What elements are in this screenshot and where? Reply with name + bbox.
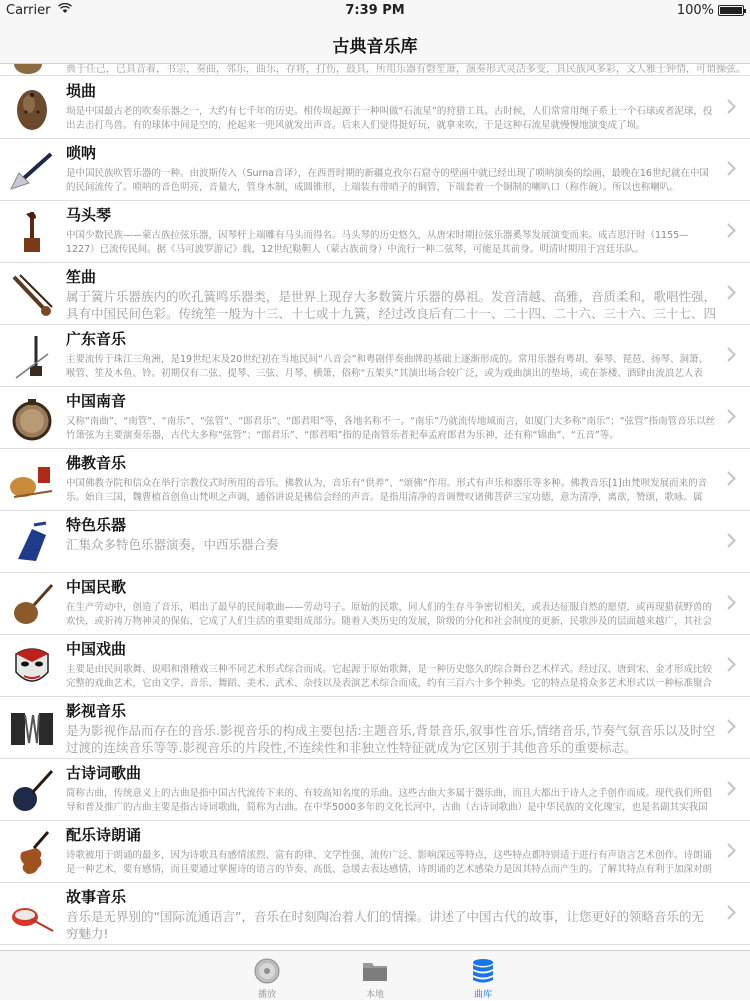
list-item-title: 佛教音乐 xyxy=(66,454,127,472)
status-bar xyxy=(0,0,750,20)
list-item[interactable] xyxy=(0,325,750,387)
list-item-title: 广东音乐 xyxy=(66,330,127,348)
list-item-description: 中国少数民族——蒙古族拉弦乐器，因琴杆上端雕有马头而得名。马头琴的历史悠久，从唐宋时期拉弦乐器奚琴发展演变而来。成吉思汗时（1155—1227）已流传民间。据《马可波罗游记》载，12世纪鞑靼人（蒙古族前身）中流行一种二弦琴，可能是其前身。明清时期用于宫廷乐队。 xyxy=(66,230,689,255)
list-item-description: 主要流传于珠江三角洲，是19世纪末及20世纪初在当地民间“八音会”和粤剧伴奏曲牌的基础上逐渐形成的。常用乐器有粤胡、秦琴、琵琶、扬琴、洞箫、喉管、笙及木鱼、铃。初期仅有二弦、提琴、三弦、月琴、横箫，俗称“五架头”其演出场合较广泛，或为戏曲演出的垫场，或在茶楼、酒肆由流浪艺人表 xyxy=(66,354,709,379)
list-item-description: 主要是由民间歌舞、说唱和滑稽戏三种不同艺术形式综合而成。它起源于原始歌舞，是一种历史悠久的综合舞台艺术样式。经过汉、唐到宋、金才形成比较完整的戏曲艺术，它由文学、音乐、舞蹈、美术、武术、杂技以及表演艺术综合而成，约有三百六十多个种类。它的特点是将众多艺术形式以一种标准聚合 xyxy=(66,664,713,689)
list-item-title: 笙曲 xyxy=(66,268,97,286)
list-item-description: 是为影视作品而存在的音乐.影视音乐的构成主要包括:主题音乐,背景音乐,叙事性音乐,情绪音乐,节奏气氛音乐以及时空过渡的连续音乐等等.影视音乐的片段性,不连续性和非独立性特征就成为它区别于其他音乐的重要标志。 xyxy=(66,723,716,755)
list-item-title: 中国戏曲 xyxy=(66,640,127,658)
list-item-title: 配乐诗朗诵 xyxy=(66,826,142,844)
chevron-right-icon xyxy=(727,843,736,863)
list-item-description: 埙是中国最古老的吹奏乐器之一，大约有七千年的历史。相传埙起源于一种叫做“石流星”的狩猎工具。古时候，人们常常用绳子系上一个石球或者泥球，投出去击打鸟兽。有的球体中间是空的，抡起来一兜风就发出声音。后来人们觉得挺好玩，就拿来吹，于是这种石流星就慢慢地演变成了埙。 xyxy=(66,106,713,131)
list-item-description: 属于簧片乐器族内的吹孔簧鸣乐器类，是世界上现存大多数簧片乐器的鼻祖。发音清越、高雅，音质柔和，歌唱性强，具有中国民间色彩。传统笙一般为十三、十七或十九簧，经过改良后有二十一、二十四、二十六、三十六、三十七、四 xyxy=(66,289,716,321)
chevron-right-icon xyxy=(727,471,736,491)
chevron-right-icon xyxy=(727,99,736,119)
sheng-icon xyxy=(8,271,56,319)
erhu-icon xyxy=(8,333,56,381)
list-item-description: 在生产劳动中，创造了音乐，唱出了最早的民间歌曲——劳动号子。原始的民歌，同人们的生存斗争密切相关，或表达征服自然的愿望，或再现猎获野兽的欢快，或祈祷万物神灵的保佑，它成了人们生活的重要组成部分。随着人类历史的发展，阶级的分化和社会制度的更新，民歌涉及的层面越来越广，其社会 xyxy=(66,602,713,627)
special-instrument-icon xyxy=(8,519,56,567)
instrument-icon xyxy=(14,64,42,74)
chevron-right-icon xyxy=(727,161,736,181)
list-item-title: 影视音乐 xyxy=(66,702,127,720)
list-item[interactable] xyxy=(0,201,750,263)
list-item-title: 马头琴 xyxy=(66,206,112,224)
disc-icon xyxy=(254,958,280,984)
list-item[interactable] xyxy=(0,821,750,883)
list-item[interactable] xyxy=(0,635,750,697)
music-category-list[interactable] xyxy=(0,64,750,950)
list-item-partial[interactable] xyxy=(0,64,750,76)
gong-drum-icon xyxy=(8,891,56,939)
list-item-title: 中国民歌 xyxy=(66,578,127,596)
tab-label: 本地 xyxy=(365,990,384,1000)
list-item-description: 诗歌被用于朗诵的最多，因为诗歌具有感情浓烈、富有韵律、文学性强、流传广泛、影响深远等特点，这些特点都特别适于进行有声语言艺术创作。诗朗诵是一种艺术，要有感情，而且要通过掌握诗的语言的节奏、高低、急缓去表达感情，诗朗诵的艺术感染力是因其特点而产生的。了解其特点有利于加深对朗 xyxy=(66,850,713,875)
xun-icon xyxy=(8,85,56,133)
list-item[interactable] xyxy=(0,759,750,821)
list-item-description: 又称“南曲”、“南管”、“南乐”、“弦管”、“郎君乐”、“郎君唱”等，各地名称不一。“南乐”乃就流传地域而言，如厦门大多称“南乐”；“弦管”指南管音乐以丝竹箫弦为主要演奏乐器，古代大多称“弦管”；“郎君乐”、“郎君唱”指的是南管乐者祀奉孟府郎君为乐神，还有称“锦曲”、“五音”等。 xyxy=(66,416,716,441)
navigation-bar xyxy=(0,20,750,64)
list-item[interactable] xyxy=(0,573,750,635)
battery-icon xyxy=(718,5,744,16)
chevron-right-icon xyxy=(727,657,736,677)
chevron-right-icon xyxy=(727,223,736,243)
chevron-right-icon xyxy=(727,719,736,739)
chevron-right-icon xyxy=(727,533,736,553)
status-time: 7:39 PM xyxy=(345,3,405,18)
buddhist-icon xyxy=(8,457,56,505)
list-item-title: 中国南音 xyxy=(66,392,127,410)
list-item-description: 是中国民族吹管乐器的一种。由波斯传入（Surna音译），在西晋时期的新疆克孜尔石窟寺的壁画中就已经出现了唢呐演奏的绘画，最晚在16世纪就在中国的民间流传了。唢呐的音色明亮，音量大，管身木制，成圆锥形，上端装有带哨子的铜管，下端套着一个铜制的喇叭口（称作碗）。所以也称喇叭。 xyxy=(66,168,709,193)
tab-play[interactable] xyxy=(227,951,307,1001)
ruan-icon xyxy=(8,767,56,815)
list-item-title: 故事音乐 xyxy=(66,888,127,906)
list-item[interactable] xyxy=(0,77,750,139)
matouqin-icon xyxy=(8,209,56,257)
list-item-title: 古诗词歌曲 xyxy=(66,764,142,782)
list-item-description: 中国佛教寺院和信众在举行宗教仪式时所用的音乐。佛教认为，音乐有“供养”、“颂佛”作用。形式有声乐和器乐等多种。佛教音乐[1]由梵呗发展而来的音乐。始自三国，魏曹植首创鱼山梵呗之声调，通俗讲说是佛信会经的声音。是指用清净的音调赞叹诸佛菩萨三宝功德，意为清净，离欲，赞颂，歌咏。属 xyxy=(66,478,708,503)
list-item[interactable] xyxy=(0,139,750,201)
battery-percent: 100% xyxy=(676,3,714,18)
chevron-right-icon xyxy=(727,409,736,429)
page-title: 古典音乐库 xyxy=(332,37,418,57)
list-item-title: 特色乐器 xyxy=(66,516,127,534)
pipa-icon xyxy=(8,581,56,629)
tab-label: 播放 xyxy=(257,990,276,1000)
list-item[interactable] xyxy=(0,263,750,325)
folder-icon xyxy=(362,958,388,984)
chevron-right-icon xyxy=(727,905,736,925)
opera-mask-icon xyxy=(8,643,56,691)
drum-icon xyxy=(8,395,56,443)
suona-icon xyxy=(8,147,56,195)
list-item-title: 埙曲 xyxy=(66,82,97,100)
chevron-right-icon xyxy=(727,347,736,367)
list-item-description: 典于任己，已具音着，书宗，奏曲，邻乐，曲乐，存将，打伤，鼓具，所用乐器有磬笙箫，演奏形式灵活多变，具民族风多彩，文人雅士钟情，可谓操弦。 xyxy=(66,64,746,75)
list-item[interactable] xyxy=(0,387,750,449)
list-item[interactable] xyxy=(0,511,750,573)
database-icon xyxy=(470,958,496,984)
chevron-right-icon xyxy=(727,781,736,801)
list-item-description: 简称古曲，传统意义上的古曲是指中国古代流传下来的、有较高知名度的乐曲。这些古曲大多属于器乐曲，而且大都出于诗人之手创作而成。现代我们所倡导和普及推广的古曲主要是指古诗词歌曲，简称为古曲。在中华5000多年的文化长河中，古曲（古诗词歌曲）是中华民族的文化瑰宝，也是名副其实我国 xyxy=(66,788,713,813)
chevron-right-icon xyxy=(727,595,736,615)
chevron-right-icon xyxy=(727,285,736,305)
list-item-description: 音乐是无界别的“国际流通语言”，音乐在时刻陶冶着人们的情操。讲述了中国古代的故事，让您更好的领略音乐的无穷魅力! xyxy=(66,909,704,941)
accordion-icon xyxy=(8,705,56,753)
tab-bar xyxy=(0,950,750,1000)
violin-icon xyxy=(8,829,56,877)
list-item[interactable] xyxy=(0,449,750,511)
tab-local[interactable] xyxy=(335,951,415,1001)
list-item[interactable] xyxy=(0,697,750,759)
tab-library[interactable] xyxy=(443,951,523,1001)
carrier-label: Carrier xyxy=(6,3,51,18)
list-item-description: 汇集众多特色乐器演奏，中西乐器合奏 xyxy=(66,537,279,552)
tab-label: 曲库 xyxy=(473,990,492,1000)
list-item[interactable] xyxy=(0,883,750,945)
list-item-title: 唢呐 xyxy=(66,144,97,162)
